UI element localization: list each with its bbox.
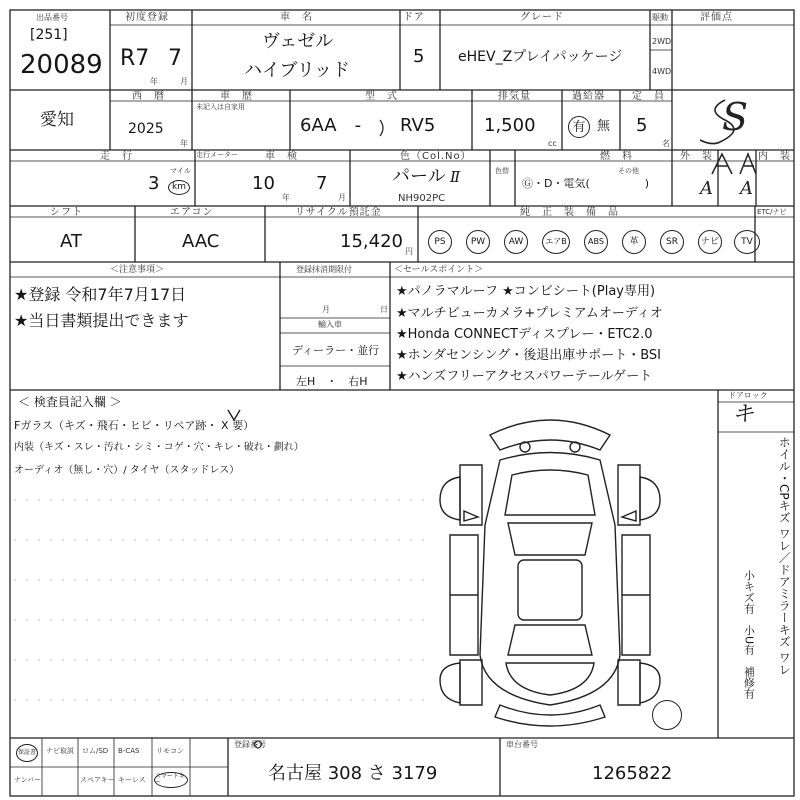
- first-reg-year: R7: [120, 46, 150, 71]
- door-lock-label: ドアロック: [728, 391, 768, 400]
- first-reg-year-unit: 年: [150, 77, 158, 86]
- color-change-label: 色替: [495, 167, 509, 175]
- equip-aw: AW: [504, 230, 528, 254]
- turbo-yes-circle: 有: [568, 116, 590, 138]
- drive-2wd: 2WD: [652, 37, 672, 46]
- recycle-label: リサイクル預託金: [295, 207, 382, 218]
- color-label: 色（Col.No）: [400, 151, 472, 162]
- door-lock-mark: キ: [732, 402, 755, 427]
- equip-pw: PW: [466, 230, 490, 254]
- inspector-line-1: Fガラス（キズ・飛石・ヒビ・リペア跡・ X 要）: [14, 419, 255, 432]
- model-year-label: 西 暦: [132, 91, 165, 102]
- shift-label: シフト: [50, 207, 83, 218]
- equip-sr: SR: [660, 230, 684, 254]
- first-reg-month-unit: 月: [180, 77, 188, 86]
- first-reg-label: 初度登録: [125, 12, 169, 23]
- color-value: パール: [392, 166, 446, 187]
- inspector-line-2: 内装（キズ・スレ・汚れ・シミ・コゲ・穴・キレ・破れ・劃れ）: [14, 442, 304, 453]
- score-label: 評価点: [700, 12, 733, 23]
- inspection-month: 7: [316, 173, 328, 194]
- equip-leather: 革: [622, 230, 646, 254]
- sales-point-3: ★Honda CONNECTディスプレー・ETC2.0: [396, 327, 653, 342]
- option-bcas: B-CAS: [118, 747, 140, 755]
- plate-label: 登録番号: [234, 740, 266, 749]
- inspector-dotted-lines: [14, 480, 454, 740]
- inspection-year: 10: [252, 173, 275, 194]
- plate-value: 名古屋 308 さ 3179: [268, 763, 438, 784]
- equipment-label: 純 正 装 備 品: [520, 207, 619, 218]
- equip-ps: PS: [428, 230, 452, 254]
- fuel-options: Ⓖ・D・電気( ): [522, 177, 650, 190]
- meter-label: 走行メーター: [196, 151, 238, 159]
- inspector-line-3: オーディオ（無し・穴）/ タイヤ（スタッドレス）: [14, 465, 240, 476]
- sales-point-1: ★パノラマルーフ ★コンビシート(Play専用): [396, 284, 656, 299]
- km-circle: km: [168, 180, 190, 195]
- ac-value: AAC: [182, 231, 220, 252]
- caution-line-1: ★登録 令和7年7月17日: [14, 285, 187, 304]
- option-navi-manual: ナビ取説: [46, 747, 74, 755]
- option-rom-sd: ロム/SD: [82, 747, 109, 755]
- inspector-title: ＜ 検査員記入欄 ＞: [18, 395, 122, 409]
- capacity-unit: 名: [662, 139, 670, 148]
- equip-abs: ABS: [584, 230, 608, 254]
- interior-value: A: [740, 178, 753, 199]
- steering-value: 左H ・ 右H: [296, 375, 368, 388]
- katashiki-value: RV5: [400, 115, 436, 136]
- model-year-unit: 年: [180, 139, 188, 148]
- listing-number: 20089: [20, 50, 103, 80]
- caution-label: ＜注意事項＞: [110, 265, 165, 275]
- region: 愛知: [40, 110, 74, 130]
- option-warranty: 保証書: [16, 744, 38, 762]
- drive-label: 駆動: [652, 13, 668, 22]
- displacement-unit: cc: [548, 139, 557, 148]
- recycle-unit: 円: [405, 247, 413, 256]
- grade-label: グレード: [520, 12, 564, 23]
- side-note-2: 小キズ有 小U有 補修有: [742, 570, 756, 700]
- option-remote: リモコン: [156, 747, 184, 755]
- exterior-label: 外 装: [680, 151, 713, 162]
- interior-label: 内 装: [758, 151, 791, 162]
- capacity-label: 定 員: [632, 91, 665, 102]
- listing-no-label: 出品番号: [36, 13, 68, 22]
- grade-value: eHEV_Zプレイパッケージ: [458, 49, 623, 65]
- exterior-value: A: [700, 178, 713, 199]
- shaken-note: 未記入は自家用: [196, 103, 245, 111]
- color-code: NH902PC: [398, 193, 446, 204]
- etc-label: ETC/ナビ: [757, 208, 787, 216]
- option-keyless: キーレス: [118, 776, 146, 784]
- caution-line-2: ★当日書類提出できます: [14, 311, 189, 330]
- turbo-label: 過給器: [572, 91, 605, 102]
- fuel-label: 燃 料: [600, 151, 633, 162]
- drive-4wd: 4WD: [652, 67, 672, 76]
- inspection-year-unit: 年: [282, 193, 290, 202]
- option-spare-key: スペアキー: [80, 776, 115, 784]
- mileage-label: 走 行: [100, 151, 133, 162]
- shaken-label: 車 歴: [220, 91, 253, 102]
- capacity-value: 5: [636, 115, 648, 136]
- equip-navi: ナビ: [698, 230, 722, 254]
- mile-label: マイル: [170, 167, 191, 175]
- lot-number: [251]: [30, 27, 68, 43]
- displacement-value: 1,500: [484, 115, 536, 136]
- deadline-month-unit: 月: [322, 305, 330, 314]
- registration-deadline-label: 登録抹消期限付: [296, 265, 352, 274]
- chassis-label: 車台番号: [506, 740, 538, 749]
- score-value: S: [722, 95, 749, 139]
- color-mark: Ⅱ: [450, 168, 461, 186]
- fuel-other: その他: [618, 167, 639, 175]
- doors-value: 5: [413, 46, 425, 67]
- sales-label: ＜セールスポイント＞: [394, 265, 484, 275]
- car-name-line1: ヴェゼル: [262, 31, 334, 52]
- inspection-month-unit: 月: [338, 193, 346, 202]
- option-smart-key: スマートキー: [154, 772, 188, 788]
- sales-point-5: ★ハンズフリーアクセスパワーテールゲート: [396, 369, 653, 384]
- inspection-label: 車 検: [265, 151, 298, 162]
- option-number: ナンバー: [14, 776, 42, 784]
- equip-airbag: エアB: [542, 230, 570, 254]
- katashiki-label: 型 式: [365, 91, 398, 102]
- shift-value: AT: [60, 231, 82, 252]
- car-name-line2: ハイブリッド: [244, 60, 351, 81]
- mileage-value: 3: [148, 173, 160, 194]
- deadline-day-unit: 日: [380, 305, 388, 314]
- equip-tv: TV: [734, 230, 760, 254]
- turbo-no: 無: [597, 119, 611, 134]
- dealer-value: ディーラー・並行: [292, 344, 380, 357]
- import-label: 輸入車: [318, 320, 342, 329]
- displacement-label: 排気量: [498, 91, 531, 102]
- sales-point-2: ★マルチビューカメラ+プレミアムオーディオ: [396, 306, 663, 321]
- katashiki-prefix: 6AA -: [300, 115, 362, 136]
- spare-tire-circle: [652, 700, 682, 730]
- car-name-label: 車 名: [280, 12, 313, 23]
- first-reg-month: 7: [168, 46, 182, 71]
- side-note-1: ホイル・CPキズ ワレ／ドアミラーキズ ワレ: [777, 436, 792, 676]
- model-year: 2025: [128, 121, 164, 137]
- door-label: ドア: [403, 12, 425, 23]
- car-diagram: [430, 405, 670, 735]
- recycle-value: 15,420: [340, 231, 403, 252]
- sales-point-4: ★ホンダセンシング・後退出庫サポート・BSI: [396, 348, 662, 363]
- ac-label: エアコン: [170, 207, 214, 218]
- chassis-value: 1265822: [592, 763, 673, 784]
